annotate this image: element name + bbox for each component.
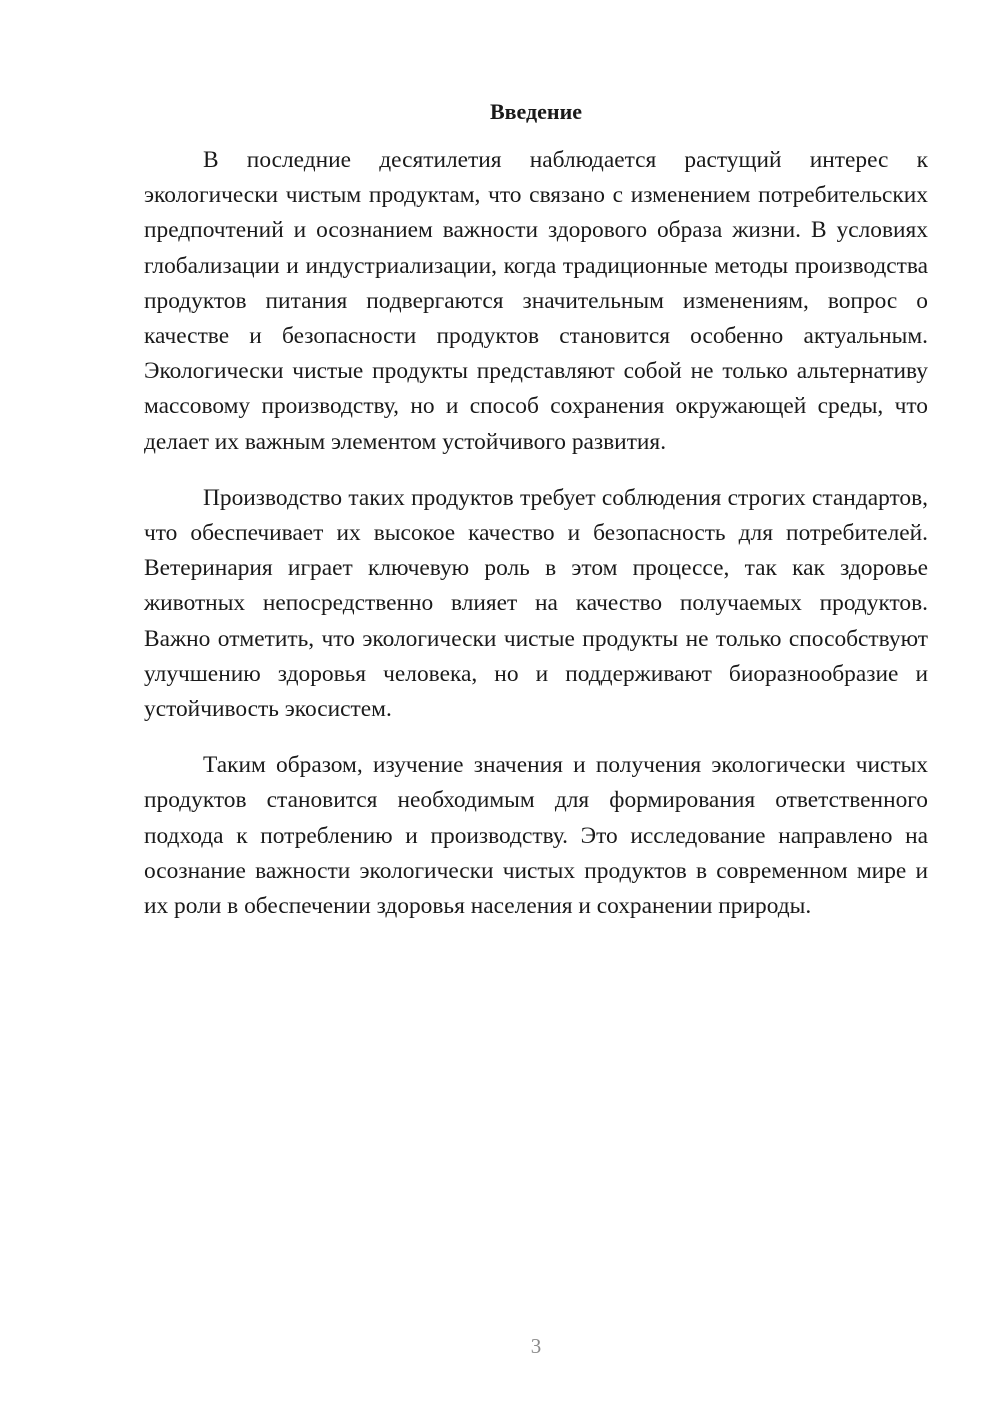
page-number: 3 [530,1334,542,1358]
paragraph-2: Производство таких продуктов требует соблюдения строгих стандартов, что обеспечивает их высокое качество и безопасность для потребителей. Ветеринария играет ключевую роль в этом процессе, так как здоровье животных непосредственно влияет на качество получаемых продуктов. Важно отметить, что экологически чистые продукты не только способствуют улучшению здоровья человека, но и поддерживают биоразнообразие и устойчивость экосистем. [144,484,928,723]
paragraph-1: В последние десятилетия наблюдается растущий интерес к экологически чистым продуктам, что связано с изменением потребительских предпочтений и осознанием важности здорового образа жизни. В условиях глобализации и индустриализации, когда традиционные методы производства продуктов питания подвергаются значительным изменениям, вопрос о качестве и безопасности продуктов становится особенно актуальным. Экологически чистые продукты представляют собой не только альтернативу массовому производству, но и способ сохранения окружающей среды, что делает их важным элементом устойчивого развития. [144,147,928,455]
page-title: Введение [489,99,583,124]
body-text [144,143,928,945]
paragraph-3: Таким образом, изучение значения и получения экологически чистых продуктов становится необходимым для формирования ответственного подхода к потреблению и производству. Это исследование направлено на осознание важности экологически чистых продуктов в современном мире и их роли в обеспечении здоровья населения и сохранении природы. [144,752,928,920]
